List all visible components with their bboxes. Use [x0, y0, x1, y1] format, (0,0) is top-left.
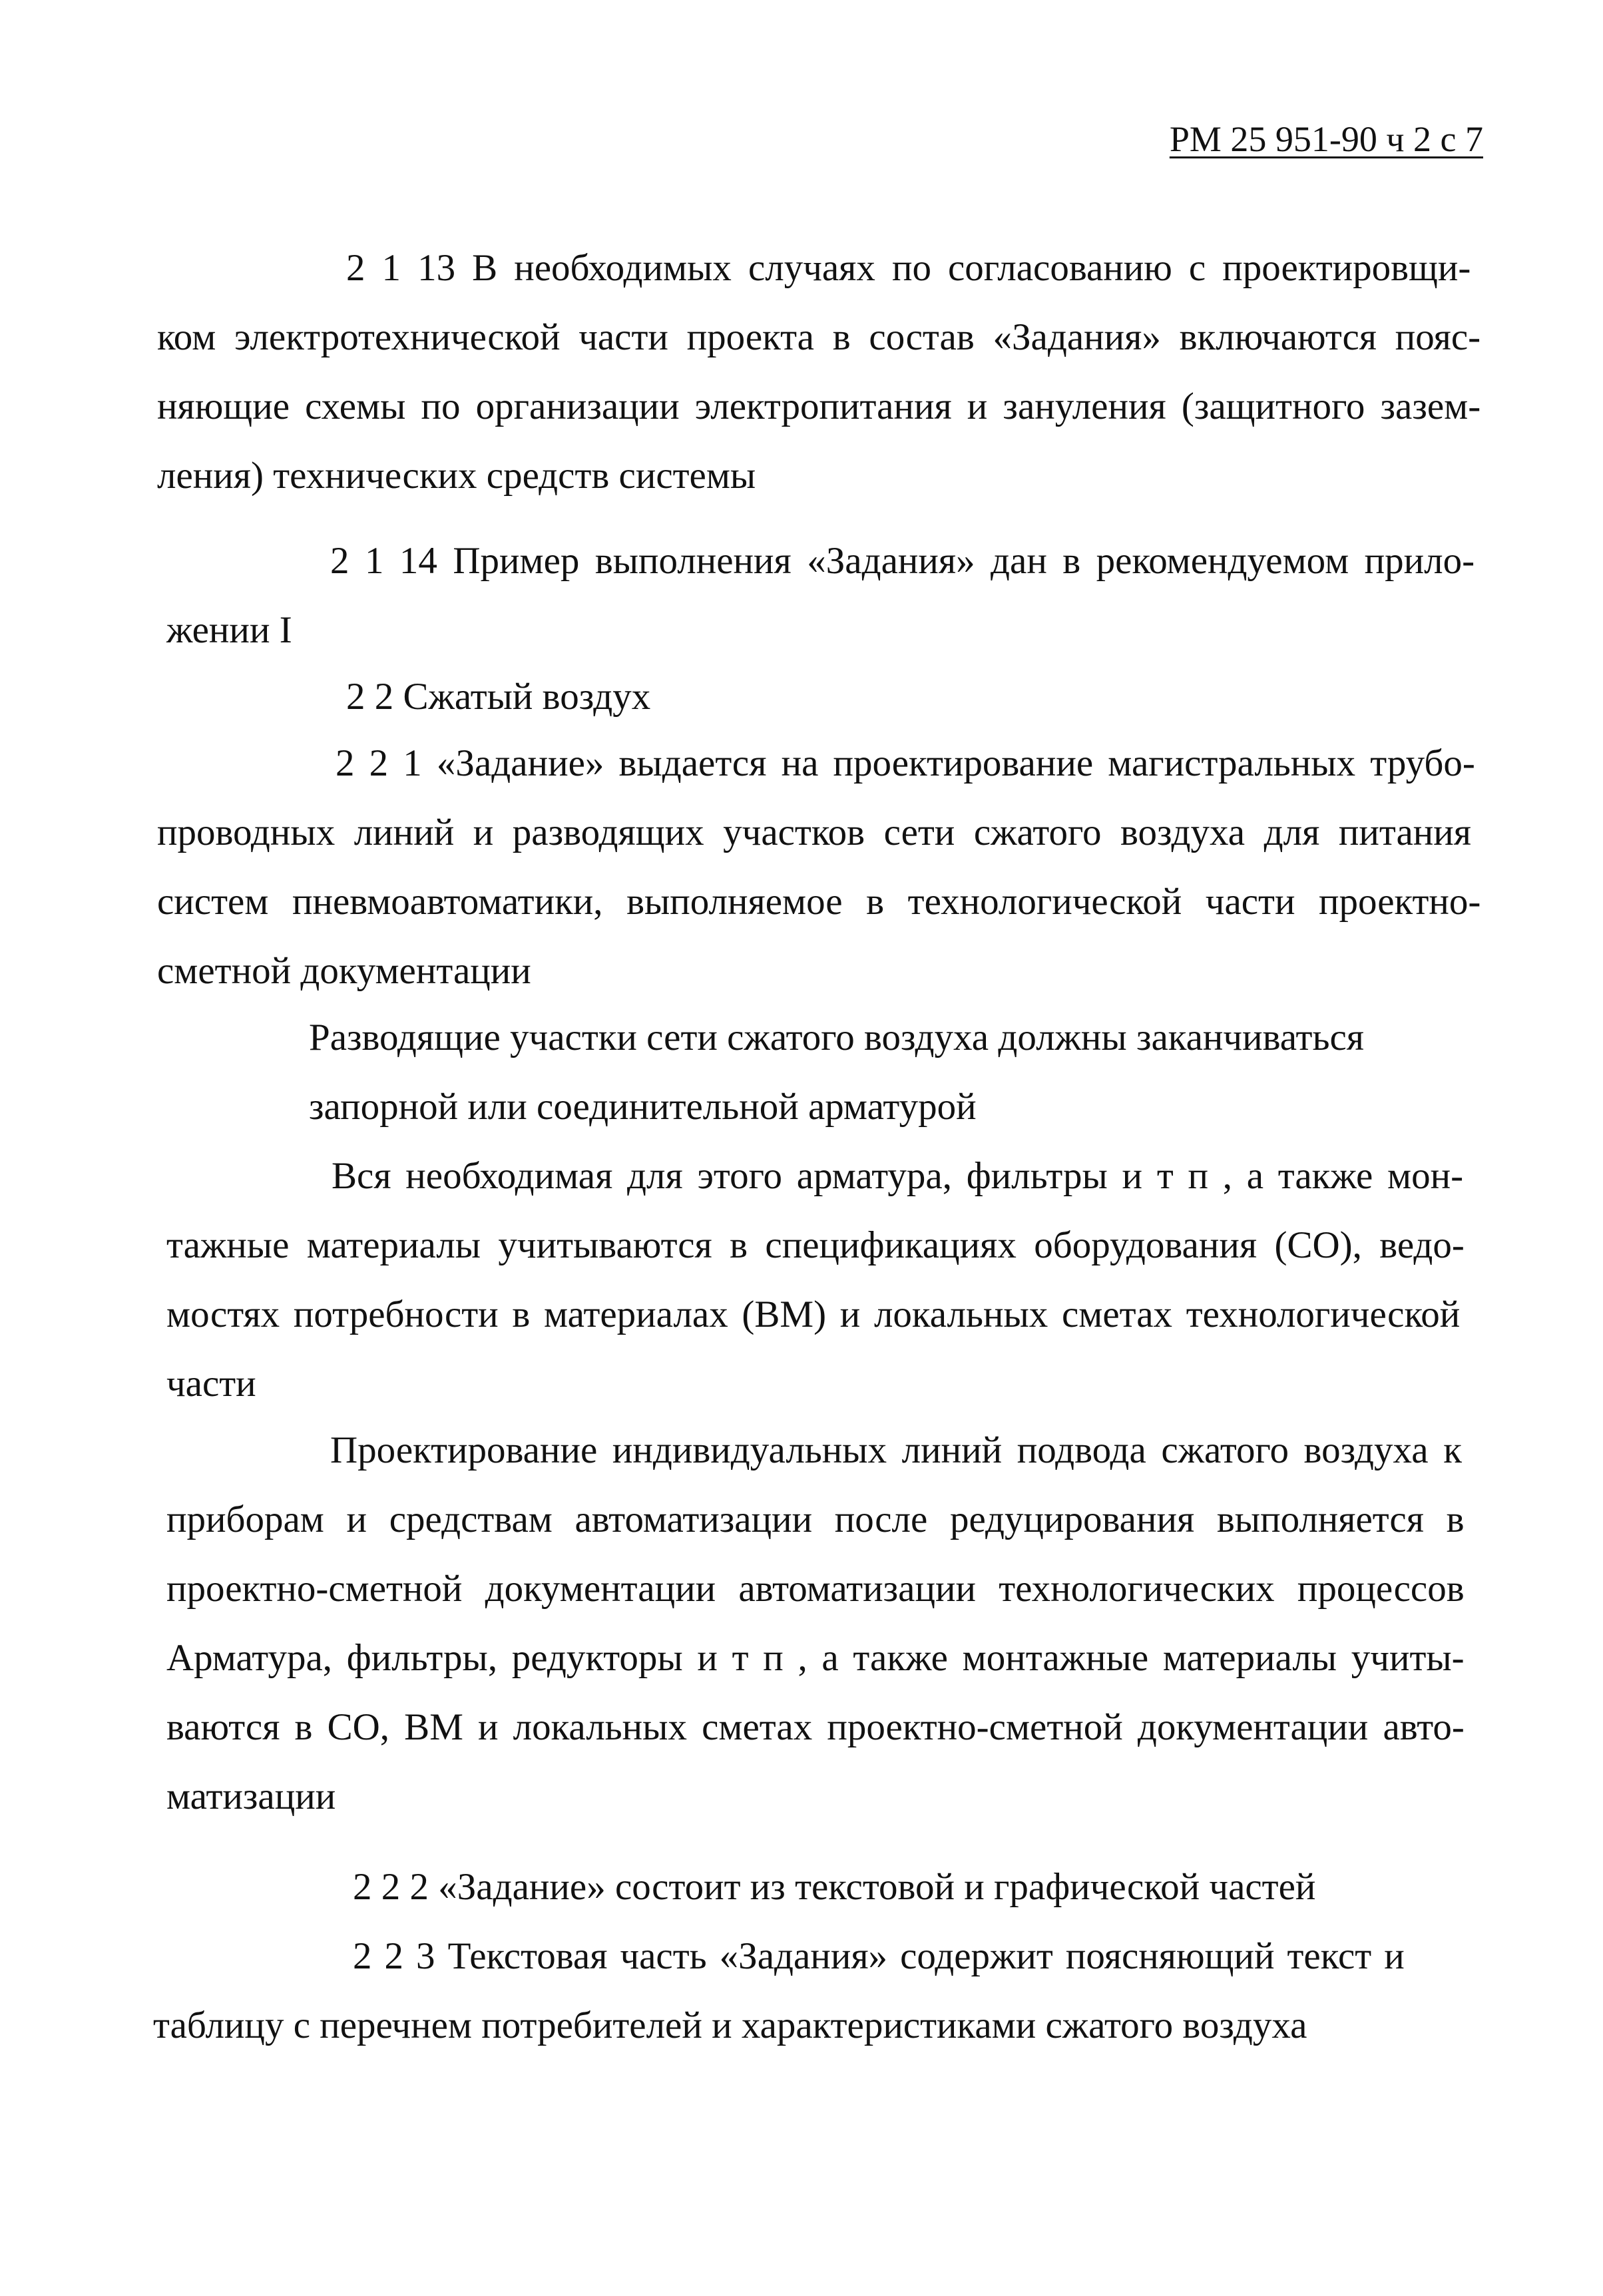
text-line: 2 2 2 «Задание» состоит из текстовой и графической частей: [353, 1866, 1316, 1908]
text-line: Проектирование индивидуальных линий подвода сжатого воздуха к: [330, 1429, 1462, 1471]
text-line: таблицу с перечнем потребителей и характеристиками сжатого воздуха: [153, 2004, 1307, 2046]
text-line: няющие схемы по организации электропитания и зануления (защитного зазем-: [157, 385, 1481, 427]
text-line: Разводящие участки сети сжатого воздуха должны заканчиваться: [309, 1017, 1364, 1058]
text-line: проводных линий и разводящих участков сети сжатого воздуха для питания: [157, 811, 1471, 853]
text-line: сметной документации: [157, 950, 531, 992]
text-line: жении I: [166, 609, 292, 651]
text-line: проектно-сметной документации автоматизации технологических процессов: [166, 1568, 1465, 1610]
text-line: мостях потребности в материалах (ВМ) и локальных сметах технологической: [166, 1293, 1461, 1335]
text-line: ком электротехнической части проекта в состав «Задания» включаются пояс-: [157, 316, 1481, 358]
text-line: Арматура, фильтры, редукторы и т п , а также монтажные материалы учиты-: [166, 1637, 1465, 1679]
text-line: матизации: [166, 1775, 336, 1817]
text-line: 2 1 14 Пример выполнения «Задания» дан в рекомендуемом прило-: [330, 540, 1475, 582]
section-heading: 2 2 Сжатый воздух: [346, 676, 651, 718]
text-line: 2 1 13 В необходимых случаях по согласованию с проектировщи-: [346, 247, 1471, 289]
text-line: 2 2 1 «Задание» выдается на проектирование магистральных трубо-: [336, 742, 1475, 784]
text-line: приборам и средствам автоматизации после редуцирования выполняется в: [166, 1498, 1465, 1540]
text-line: запорной или соединительной арматурой: [309, 1086, 977, 1128]
text-line: тажные материалы учитываются в спецификациях оборудования (СО), ведо-: [166, 1224, 1465, 1266]
text-line: Вся необходимая для этого арматура, фильтры и т п , а также мон-: [332, 1155, 1464, 1197]
text-line: ления) технических средств системы: [157, 455, 756, 497]
text-line: 2 2 3 Текстовая часть «Задания» содержит поясняющий текст и: [353, 1935, 1405, 1977]
text-line: систем пневмоавтоматики, выполняемое в технологической части проектно-: [157, 881, 1481, 923]
text-line: ваются в СО, ВМ и локальных сметах проектно-сметной документации авто-: [166, 1706, 1465, 1748]
document-header: РМ 25 951-90 ч 2 с 7: [1169, 119, 1483, 159]
text-line: части: [166, 1363, 256, 1405]
